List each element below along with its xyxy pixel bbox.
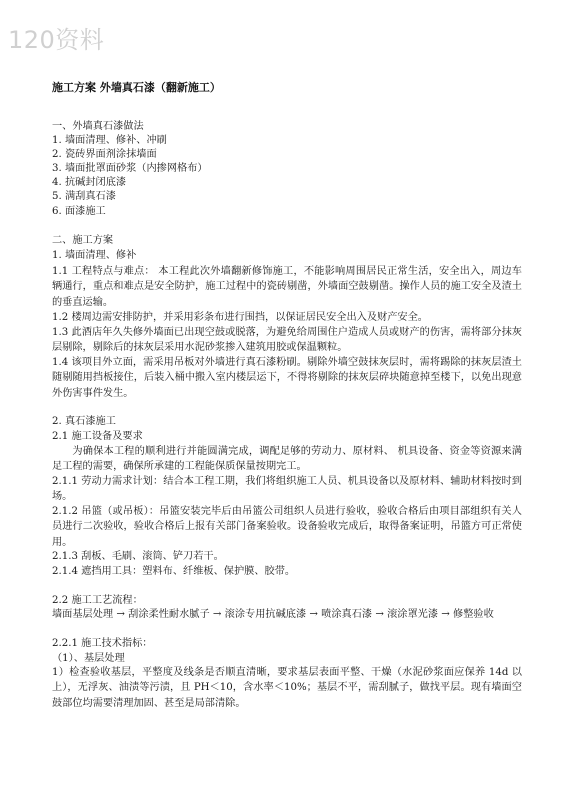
subsection-heading: 2.2.1 施工技术指标：: [52, 638, 153, 649]
paragraph: 1.4 该项目外立面，需采用吊板对外墙进行真石漆粉刷。剔除外墙空鼓抹灰层时，需将踢除的抹灰层渣土随剔随用挡板接住，后装入桶中搬入室内楼层运下，不得将剔除的抹灰层碎块随意掉至楼下，以免出现意外伤害事件发生。: [52, 357, 522, 399]
paragraph: 2.1.1 劳动力需求计划：结合本工程工期，我们将组织施工人员、机具设备以及原材料、辅助材料按时到场。: [52, 476, 522, 503]
paragraph: 1.2 楼周边需安排防护，并采用彩条布进行围挡，以保证居民安全出入及财产安全。: [52, 312, 428, 323]
document-title: 施工方案 外墙真石漆（翻新施工）: [52, 81, 221, 94]
subsection-heading: （1）、基层处理: [52, 653, 125, 664]
paragraph: 为确保本工程的顺利进行并能圆满完成，调配足够的劳动力、原材料、 机具设备、资金等资源来满足工程的需要，确保所承建的工程能保质保量按期完工。: [52, 446, 522, 473]
paragraph: 1.3 此酒店年久失修外墙面已出现空鼓或脱落，为避免给周围住户造成人员或财产的伤害，需将部分抹灰层剔除，剔除后的抹灰层采用水泥砂浆掺入建筑用胶或保温颗粒。: [52, 327, 522, 354]
paragraph: 2.1.3 刮板、毛刷、滚筒、铲刀若干。: [52, 551, 224, 562]
subsection-heading: 2. 真石漆施工: [52, 416, 116, 427]
list-item: 3. 墙面批罩面砂浆（内掺网格布）: [52, 163, 208, 174]
list-item: 2. 瓷砖界面剂涂抹墙面: [52, 149, 157, 160]
paragraph: 2.1.4 遮挡用工具：塑料布、纤维板、保护膜、胶带。: [52, 566, 296, 577]
subsection-heading: 1. 墙面清理、修补: [52, 250, 137, 261]
list-item: 1. 墙面清理、修补、冲刷: [52, 135, 167, 146]
process-flow: 墙面基层处理 → 刮涂柔性耐水腻子 → 滚涂专用抗碱底漆 → 喷涂真石漆 → 滚涂罩光漆 → 修整验收: [52, 609, 494, 620]
section-heading: 一、外墙真石漆做法: [52, 121, 144, 132]
paragraph: 1.1 工程特点与难点： 本工程此次外墙翻新修饰施工，不能影响周围居民正常生活，安全出入，周边车辆通行，重点和难点是安全防护，施工过程中的瓷砖剔凿，外墙面空鼓剔凿。操作人员的施工安全及渣土的垂直运输。: [52, 266, 522, 308]
list-item: 4. 抗碱封闭底漆: [52, 177, 127, 188]
paragraph: 1）检查验收基层，平整度及线条是否顺直清晰，要求基层表面平整、干燥（水泥砂浆面应保养 14d 以上），无浮灰、油渍等污渍，且 PH＜10，含水率＜10%；基层不平，需刮腻子，做找平层。现有墙面空鼓部位均需要清理加固、甚至是局部清除。: [52, 667, 522, 709]
list-item: 6. 面漆施工: [52, 206, 106, 217]
list-item: 5. 满刮真石漆: [52, 191, 116, 202]
paragraph: 2.1.2 吊篮（或吊板）：吊篮安装完毕后由吊篮公司组织人员进行验收，验收合格后由项目部组织有关人员进行二次验收，验收合格后上报有关部门备案验收。设备验收完成后，取得备案证明，吊篮方可正常使用。: [52, 506, 522, 548]
watermark-logo: 120资料: [8, 26, 105, 54]
section-heading: 二、施工方案: [52, 235, 114, 246]
subsection-heading: 2.1 施工设备及要求: [52, 431, 143, 442]
subsection-heading: 2.2 施工工艺流程：: [52, 595, 143, 606]
